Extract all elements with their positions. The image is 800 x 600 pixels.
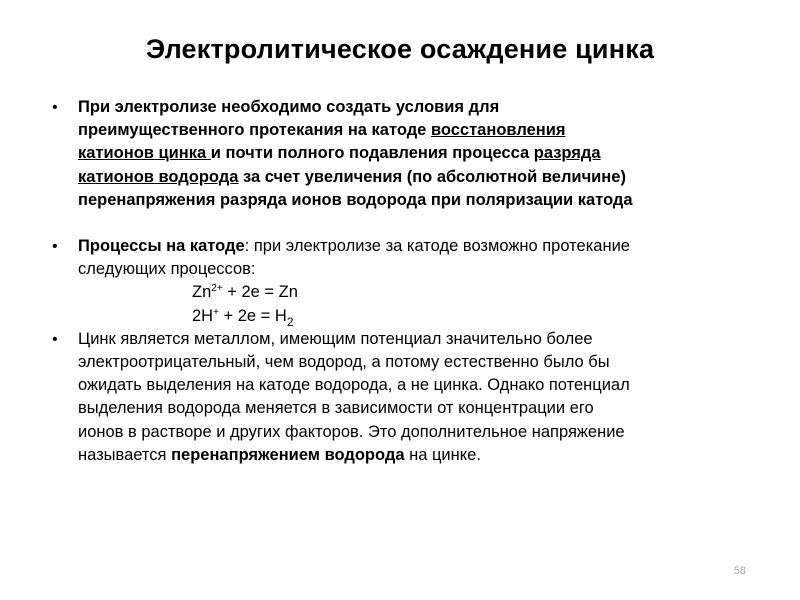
text-run: называется — [78, 445, 172, 464]
text-line — [78, 119, 762, 142]
bold-term: перенапряжением водорода — [171, 445, 405, 464]
slide-title: Электролитическое осаждение цинка — [145, 34, 655, 64]
page-number: 58 — [733, 565, 746, 577]
slide-content — [52, 96, 762, 467]
bullet-cathode-processes — [52, 235, 762, 328]
text-run: : при электролизе за катоде возможно протекание — [244, 237, 630, 256]
text-line: выделения водорода меняется в зависимости от концентрации его — [78, 399, 594, 418]
eq-part: + 2e = Zn — [222, 283, 298, 302]
bullet-text — [78, 328, 762, 467]
bold-term: Процессы на катоде — [78, 237, 245, 256]
bullet-text — [78, 96, 762, 212]
text-line — [78, 235, 762, 258]
text-line: перенапряжения разряда ионов водорода при поляризации катода — [78, 190, 633, 209]
equation-zinc — [78, 281, 762, 304]
text-run: за счет увеличения (по абсолютной величине) — [238, 167, 626, 186]
spacer — [52, 212, 762, 235]
eq-superscript: + — [213, 306, 219, 318]
bullet-electrolysis-conditions — [52, 96, 762, 212]
underlined-term: восстановления — [430, 121, 566, 140]
text-line — [78, 142, 762, 165]
text-run: на цинке. — [404, 445, 481, 464]
text-line — [78, 166, 762, 189]
eq-subscript: 2 — [286, 314, 294, 329]
eq-superscript: 2+ — [211, 283, 223, 295]
text-run: преимущественного протекания на катоде — [78, 121, 431, 140]
bullet-marker: • — [52, 238, 58, 256]
text-line — [78, 444, 762, 467]
bullet-marker: • — [52, 330, 58, 348]
text-run: и почти полного подавления процесса — [210, 144, 534, 163]
text-line: ионов в растворе и других факторов. Это дополнительное напряжение — [78, 422, 625, 441]
text-line: При электролизе необходимо создать условия для — [78, 98, 500, 116]
bullet-zinc-potential — [52, 328, 762, 467]
underlined-term: катионов водорода — [78, 167, 239, 186]
equation-hydrogen — [78, 305, 762, 328]
eq-part: + 2e = H — [218, 306, 287, 325]
eq-part: Zn — [192, 283, 212, 302]
text-line: ожидать выделения на катоде водорода, а не цинка. Однако потенциал — [78, 376, 630, 395]
underlined-term: разряда — [533, 144, 601, 163]
underlined-term: катионов цинка — [78, 144, 211, 163]
text-line: следующих процессов: — [78, 260, 256, 279]
bullet-marker: • — [52, 99, 58, 116]
text-line: Цинк является металлом, имеющим потенциал значительно более — [78, 329, 593, 348]
text-line: электроотрицательный, чем водород, а потому естественно было бы — [78, 353, 610, 372]
bullet-text — [78, 235, 762, 328]
eq-part: 2H — [192, 306, 214, 325]
